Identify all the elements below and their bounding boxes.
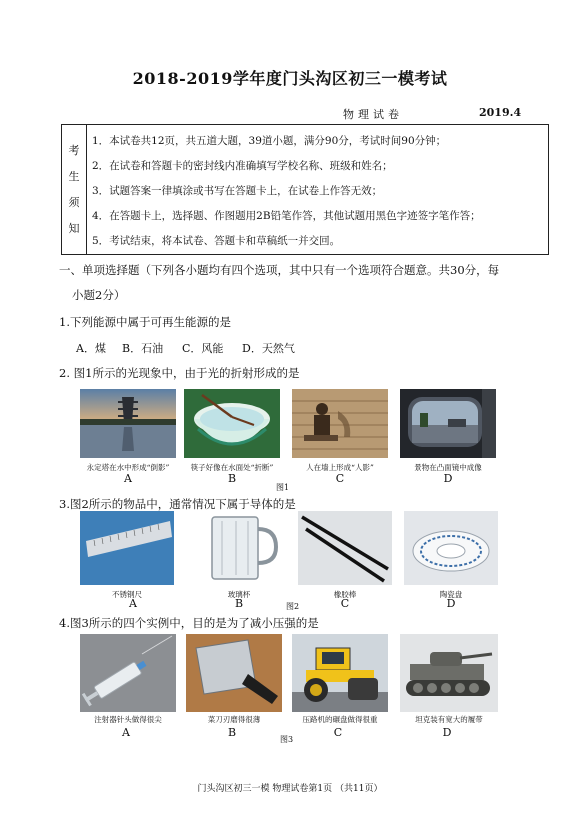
notice-item: 1．本试卷共12页，共五道大题，39道小题，满分90分，考试时间90分钟； bbox=[92, 135, 447, 147]
question-3: 3.图2所示的物品中，通常情况下属于导体的是 bbox=[59, 497, 296, 511]
shadow-on-wall-photo bbox=[292, 389, 388, 458]
exam-notice-box bbox=[61, 124, 549, 255]
q1-option-d: D．天然气 bbox=[242, 342, 295, 355]
chopsticks-bowl-photo bbox=[184, 389, 280, 458]
notice-item: 2．在试卷和答题卡的密封线内准确填写学校名称、班级和姓名； bbox=[92, 160, 393, 172]
q4-caption-a: 注射器针头做得很尖 bbox=[94, 715, 162, 724]
q2-caption-b: 筷子好像在水面处“折断” bbox=[190, 463, 274, 472]
notice-label bbox=[62, 125, 87, 254]
q4-caption-c: 压路机的碾盘做得很重 bbox=[302, 715, 378, 724]
q3-caption-c: 橡胶棒 bbox=[333, 590, 357, 599]
exam-date: 2019.4 bbox=[479, 106, 522, 119]
notice-label-char: 考 bbox=[68, 143, 80, 157]
page-title: 2018-2019学年度门头沟区初三一模考试 bbox=[132, 69, 448, 88]
section-heading-cont: 小题2分） bbox=[72, 288, 126, 302]
page-footer: 门头沟区初三一模 物理试卷第1页 （共11页） bbox=[197, 784, 383, 794]
q4-letter-d: D bbox=[442, 726, 452, 739]
q3-caption-d: 陶瓷盘 bbox=[439, 590, 463, 599]
q2-caption-a: 永定塔在水中形成“倒影” bbox=[86, 463, 170, 472]
road-roller-photo bbox=[292, 634, 388, 712]
pagoda-reflection-photo bbox=[80, 389, 176, 458]
syringe-photo bbox=[80, 634, 176, 712]
question-1: 1.下列能源中属于可再生能源的是 bbox=[59, 315, 231, 329]
section-heading: 一、单项选择题（下列各小题均有四个选项，其中只有一个选项符合题意。共30分，每 bbox=[59, 263, 500, 277]
notice-item: 5．考试结束，将本试卷、答题卡和草稿纸一并交回。 bbox=[92, 235, 341, 247]
q4-letter-c: C bbox=[333, 726, 343, 739]
notice-item: 4．在答题卡上，选择题、作图题用2B铅笔作答，其他试题用黑色字迹签字笔作答； bbox=[92, 210, 481, 222]
q3-letter-a: A bbox=[129, 597, 137, 610]
q4-caption-b: 菜刀刃磨得很薄 bbox=[207, 715, 261, 724]
figure-1-label: 图1 bbox=[276, 483, 290, 492]
notice-label-char: 知 bbox=[68, 221, 80, 235]
rubber-rod-photo bbox=[298, 511, 392, 585]
q2-letter-d: D bbox=[443, 472, 453, 485]
q4-letter-a: A bbox=[122, 726, 130, 739]
q4-caption-d: 坦克装有宽大的履带 bbox=[415, 715, 483, 724]
q3-caption-b: 玻璃杯 bbox=[227, 590, 251, 599]
cleaver-photo bbox=[186, 634, 282, 712]
q2-caption-d: 景物在凸面镜中成像 bbox=[414, 463, 482, 472]
convex-mirror-photo bbox=[400, 389, 496, 458]
figure-2-label: 图2 bbox=[286, 602, 300, 611]
q1-option-b: B．石油 bbox=[122, 342, 164, 355]
q1-option-a: A．煤 bbox=[76, 342, 106, 355]
steel-ruler-photo bbox=[80, 511, 174, 585]
figure-3-label: 图3 bbox=[280, 735, 294, 744]
q2-letter-a: A bbox=[124, 472, 132, 485]
q2-letter-b: B bbox=[227, 472, 237, 485]
q3-letter-b: B bbox=[234, 597, 244, 610]
notice-label-char: 须 bbox=[68, 195, 80, 209]
q3-caption-a: 不锈钢尺 bbox=[112, 590, 142, 599]
q1-option-c: C．风能 bbox=[182, 342, 224, 355]
notice-item: 3．试题答案一律填涂或书写在答题卡上，在试卷上作答无效； bbox=[92, 185, 383, 197]
question-4: 4.图3所示的四个实例中，目的是为了减小压强的是 bbox=[59, 616, 319, 630]
q2-letter-c: C bbox=[335, 472, 345, 485]
q3-letter-c: C bbox=[340, 597, 350, 610]
glass-cup-photo bbox=[192, 511, 286, 585]
q3-letter-d: D bbox=[446, 597, 456, 610]
notice-label-char: 生 bbox=[68, 169, 80, 183]
question-2: 2. 图1所示的光现象中，由于光的折射形成的是 bbox=[59, 366, 300, 380]
tank-photo bbox=[400, 634, 498, 712]
q2-caption-c: 人在墙上形成“人影” bbox=[306, 463, 374, 472]
ceramic-plate-photo bbox=[404, 511, 498, 585]
q4-letter-b: B bbox=[227, 726, 237, 739]
subject-label: 物理试卷 bbox=[343, 108, 403, 121]
